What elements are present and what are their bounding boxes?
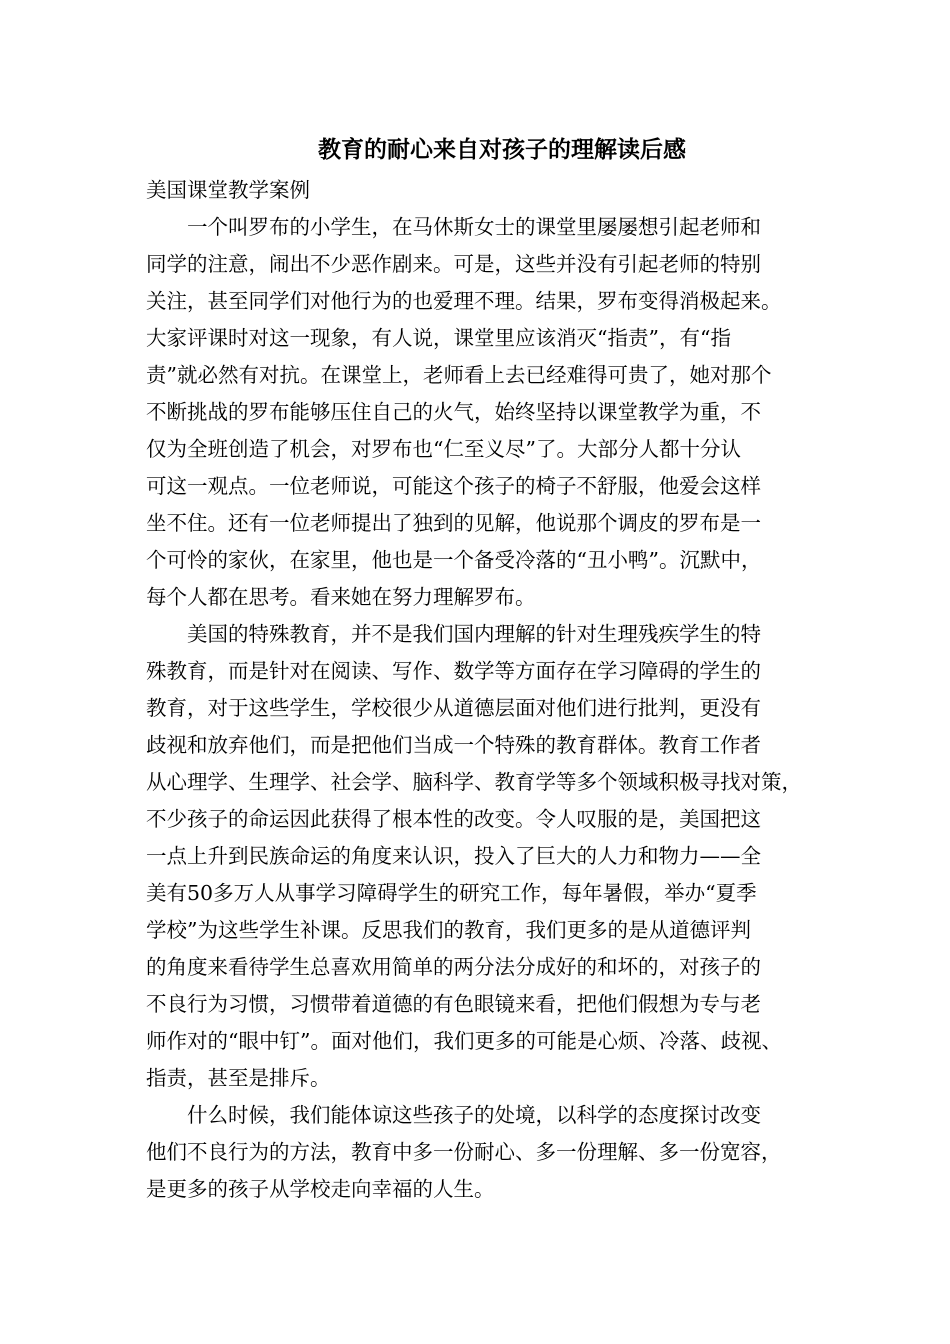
text-line: 关注，甚至同学们对他行为的也爱理不理。结果，罗布变得消极起来。 <box>146 289 782 313</box>
text-line: 美国的特殊教育，并不是我们国内理解的针对生理残疾学生的特 <box>146 622 761 646</box>
text-line: 美有50多万人从事学习障碍学生的研究工作，每年暑假，举办“夏季 <box>146 881 757 905</box>
text-line: 殊教育，而是针对在阅读、写作、数学等方面存在学习障碍的学生的 <box>146 659 761 683</box>
text-line: 责”就必然有对抗。在课堂上，老师看上去已经难得可贵了，她对那个 <box>146 363 772 387</box>
text-line: 师作对的“眼中钉”。面对他们，我们更多的可能是心烦、冷落、歧视、 <box>146 1029 782 1053</box>
text-line: 指责，甚至是排斥。 <box>146 1066 331 1090</box>
paragraph-3 <box>146 1097 810 1208</box>
text-line: 个可怜的家伙，在家里，他也是一个备受冷落的“丑小鸭”。沉默中， <box>146 548 762 572</box>
section-heading: 美国课堂教学案例 <box>146 178 310 202</box>
text-line: 学校”为这些学生补课。反思我们的教育，我们更多的是从道德评判 <box>146 918 751 942</box>
text-line: 同学的注意，闹出不少恶作剧来。可是，这些并没有引起老师的特别 <box>146 252 761 276</box>
document-title: 教育的耐心来自对孩子的理解读后感 <box>318 137 686 163</box>
paragraph-1 <box>146 209 810 616</box>
text-line: 不断挑战的罗布能够压住自己的火气，始终坚持以课堂教学为重，不 <box>146 400 761 424</box>
text-line: 歧视和放弃他们，而是把他们当成一个特殊的教育群体。教育工作者 <box>146 733 761 757</box>
text-line: 一个叫罗布的小学生，在马休斯女士的课堂里屡屡想引起老师和 <box>146 215 761 239</box>
text-line: 的角度来看待学生总喜欢用简单的两分法分成好的和坏的，对孩子的 <box>146 955 761 979</box>
text-line: 从心理学、生理学、社会学、脑科学、教育学等多个领域积极寻找对策， <box>146 770 802 794</box>
paragraph-2 <box>146 616 810 1097</box>
text-line: 坐不住。还有一位老师提出了独到的见解，他说那个调皮的罗布是一 <box>146 511 761 535</box>
text-line: 每个人都在思考。看来她在努力理解罗布。 <box>146 585 536 609</box>
text-line: 不良行为习惯，习惯带着道德的有色眼镜来看，把他们假想为专与老 <box>146 992 761 1016</box>
text-line: 可这一观点。一位老师说，可能这个孩子的椅子不舒服，他爱会这样 <box>146 474 761 498</box>
text-line: 仅为全班创造了机会，对罗布也“仁至义尽”了。大部分人都十分认 <box>146 437 741 461</box>
text-line: 大家评课时对这一现象，有人说，课堂里应该消灭“指责”，有“指 <box>146 326 731 350</box>
text-line: 一点上升到民族命运的角度来认识，投入了巨大的人力和物力——全 <box>146 844 761 868</box>
text-line: 教育，对于这些学生，学校很少从道德层面对他们进行批判，更没有 <box>146 696 761 720</box>
text-line: 是更多的孩子从学校走向幸福的人生。 <box>146 1177 495 1201</box>
text-line: 不少孩子的命运因此获得了根本性的改变。令人叹服的是，美国把这 <box>146 807 761 831</box>
text-line: 他们不良行为的方法，教育中多一份耐心、多一份理解、多一份宽容， <box>146 1140 782 1164</box>
document-body <box>146 172 810 1208</box>
text-line: 什么时候，我们能体谅这些孩子的处境，以科学的态度探讨改变 <box>146 1103 761 1127</box>
